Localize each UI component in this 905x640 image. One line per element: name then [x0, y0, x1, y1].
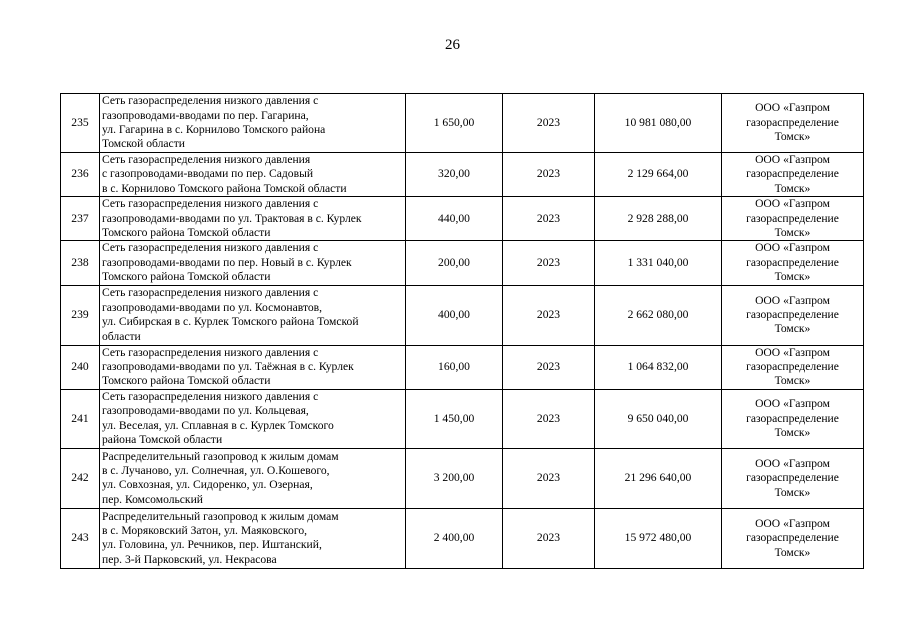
- description-line: газопроводами-вводами по ул. Трактовая в с. Курлек: [102, 211, 362, 225]
- organization-line: Томск»: [774, 426, 811, 440]
- description-cell: [100, 448, 406, 508]
- cost-cell: 21 296 640,00: [595, 448, 722, 508]
- organization-line: газораспределение: [746, 531, 839, 545]
- description-line: Сеть газораспределения низкого давления с: [102, 197, 319, 211]
- organization-line: ООО «Газпром: [755, 197, 830, 211]
- description-line: ул. Совхозная, ул. Сидоренко, ул. Озерная,: [102, 478, 313, 492]
- cost-cell: 2 662 080,00: [595, 285, 722, 345]
- projects-table: [60, 93, 864, 569]
- cost-cell: 15 972 480,00: [595, 508, 722, 568]
- page-number: 26: [445, 37, 460, 53]
- description-line: Сеть газораспределения низкого давления с: [102, 390, 319, 404]
- description-line: Распределительный газопровод к жилым домам: [102, 509, 339, 523]
- description-line: Сеть газораспределения низкого давления с: [102, 241, 319, 255]
- description-cell: [100, 197, 406, 241]
- description-line: пер. 3-й Парковский, ул. Некрасова: [102, 552, 277, 566]
- length-cell: 320,00: [406, 153, 503, 197]
- organization-line: Томск»: [774, 322, 811, 336]
- organization-line: Томск»: [774, 181, 811, 195]
- row-number-cell: 238: [61, 241, 100, 285]
- cost-cell: 2 129 664,00: [595, 153, 722, 197]
- description-cell: [100, 508, 406, 568]
- length-cell: 200,00: [406, 241, 503, 285]
- length-cell: 3 200,00: [406, 448, 503, 508]
- row-number-cell: 235: [61, 94, 100, 153]
- organization-cell: [722, 94, 864, 153]
- description-line: Распределительный газопровод к жилым домам: [102, 449, 339, 463]
- description-cell: [100, 241, 406, 285]
- table-row: [61, 389, 864, 448]
- description-line: газопроводами-вводами по пер. Новый в с. Курлек: [102, 255, 352, 269]
- organization-line: ООО «Газпром: [755, 397, 830, 411]
- table-row: [61, 345, 864, 389]
- organization-line: ООО «Газпром: [755, 516, 830, 530]
- organization-line: ООО «Газпром: [755, 153, 830, 166]
- year-cell: 2023: [503, 153, 595, 197]
- organization-cell: [722, 448, 864, 508]
- description-line: в с. Моряковский Затон, ул. Маяковского,: [102, 523, 308, 537]
- description-cell: [100, 285, 406, 345]
- description-line: Сеть газораспределения низкого давления с: [102, 286, 319, 300]
- description-line: Сеть газораспределения низкого давления с: [102, 345, 319, 359]
- organization-line: Томск»: [774, 226, 811, 240]
- description-line: области: [102, 329, 141, 343]
- length-cell: 160,00: [406, 345, 503, 389]
- description-line: Томского района Томской области: [102, 270, 271, 284]
- length-cell: 400,00: [406, 285, 503, 345]
- description-cell: [100, 94, 406, 153]
- year-cell: 2023: [503, 197, 595, 241]
- cost-cell: 10 981 080,00: [595, 94, 722, 153]
- year-cell: 2023: [503, 94, 595, 153]
- description-line: ул. Веселая, ул. Сплавная в с. Курлек Томского: [102, 418, 334, 432]
- organization-line: ООО «Газпром: [755, 101, 830, 115]
- organization-line: газораспределение: [746, 471, 839, 485]
- year-cell: 2023: [503, 448, 595, 508]
- description-line: газопроводами-вводами по пер. Гагарина,: [102, 108, 309, 122]
- cost-cell: 2 928 288,00: [595, 197, 722, 241]
- length-cell: 1 450,00: [406, 389, 503, 448]
- description-line: Томского района Томской области: [102, 226, 271, 240]
- row-number-cell: 242: [61, 448, 100, 508]
- table-body: [61, 94, 864, 569]
- organization-line: газораспределение: [746, 255, 839, 269]
- organization-line: Томск»: [774, 130, 811, 144]
- organization-cell: [722, 345, 864, 389]
- cost-cell: 1 331 040,00: [595, 241, 722, 285]
- organization-line: газораспределение: [746, 411, 839, 425]
- organization-line: Томск»: [774, 485, 811, 499]
- organization-line: Томск»: [774, 545, 811, 559]
- description-line: с газопроводами-вводами по пер. Садовый: [102, 167, 314, 181]
- table-row: [61, 153, 864, 197]
- organization-line: газораспределение: [746, 115, 839, 129]
- description-line: газопроводами-вводами по ул. Таёжная в с. Курлек: [102, 360, 354, 374]
- description-line: в с. Лучаново, ул. Солнечная, ул. О.Кошевого,: [102, 463, 330, 477]
- organization-line: газораспределение: [746, 211, 839, 225]
- organization-line: ООО «Газпром: [755, 456, 830, 470]
- organization-line: газораспределение: [746, 307, 839, 321]
- organization-line: ООО «Газпром: [755, 241, 830, 255]
- description-line: ул. Гагарина в с. Корнилово Томского района: [102, 123, 326, 136]
- description-line: газопроводами-вводами по ул. Космонавтов,: [102, 300, 323, 314]
- description-cell: [100, 389, 406, 448]
- organization-line: ООО «Газпром: [755, 345, 830, 359]
- year-cell: 2023: [503, 389, 595, 448]
- cost-cell: 1 064 832,00: [595, 345, 722, 389]
- year-cell: 2023: [503, 345, 595, 389]
- description-line: района Томской области: [102, 433, 223, 447]
- description-cell: [100, 345, 406, 389]
- row-number-cell: 239: [61, 285, 100, 345]
- row-number-cell: 240: [61, 345, 100, 389]
- organization-cell: [722, 197, 864, 241]
- row-number-cell: 237: [61, 197, 100, 241]
- year-cell: 2023: [503, 241, 595, 285]
- table-row: [61, 448, 864, 508]
- row-number-cell: 243: [61, 508, 100, 568]
- organization-cell: [722, 153, 864, 197]
- description-line: ул. Сибирская в с. Курлек Томского района Томской: [102, 315, 359, 329]
- table-row: [61, 285, 864, 345]
- length-cell: 1 650,00: [406, 94, 503, 153]
- organization-line: Томск»: [774, 374, 811, 388]
- organization-line: ООО «Газпром: [755, 293, 830, 307]
- length-cell: 2 400,00: [406, 508, 503, 568]
- description-line: пер. Комсомольский: [102, 492, 203, 506]
- organization-cell: [722, 389, 864, 448]
- description-line: Томской области: [102, 137, 185, 151]
- organization-cell: [722, 508, 864, 568]
- description-line: Сеть газораспределения низкого давления с: [102, 94, 319, 108]
- organization-cell: [722, 241, 864, 285]
- row-number-cell: 236: [61, 153, 100, 197]
- organization-line: газораспределение: [746, 360, 839, 374]
- length-cell: 440,00: [406, 197, 503, 241]
- description-line: Сеть газораспределения низкого давления: [102, 153, 311, 166]
- cost-cell: 9 650 040,00: [595, 389, 722, 448]
- description-line: Томского района Томской области: [102, 374, 271, 388]
- description-line: в с. Корнилово Томского района Томской области: [102, 181, 347, 195]
- row-number-cell: 241: [61, 389, 100, 448]
- description-line: газопроводами-вводами по ул. Кольцевая,: [102, 404, 309, 418]
- description-cell: [100, 153, 406, 197]
- organization-line: Томск»: [774, 270, 811, 284]
- table-row: [61, 94, 864, 153]
- year-cell: 2023: [503, 508, 595, 568]
- table-row: [61, 508, 864, 568]
- year-cell: 2023: [503, 285, 595, 345]
- table-row: [61, 197, 864, 241]
- description-line: ул. Головина, ул. Речников, пер. Иштанский,: [102, 538, 322, 552]
- table-row: [61, 241, 864, 285]
- organization-line: газораспределение: [746, 167, 839, 181]
- organization-cell: [722, 285, 864, 345]
